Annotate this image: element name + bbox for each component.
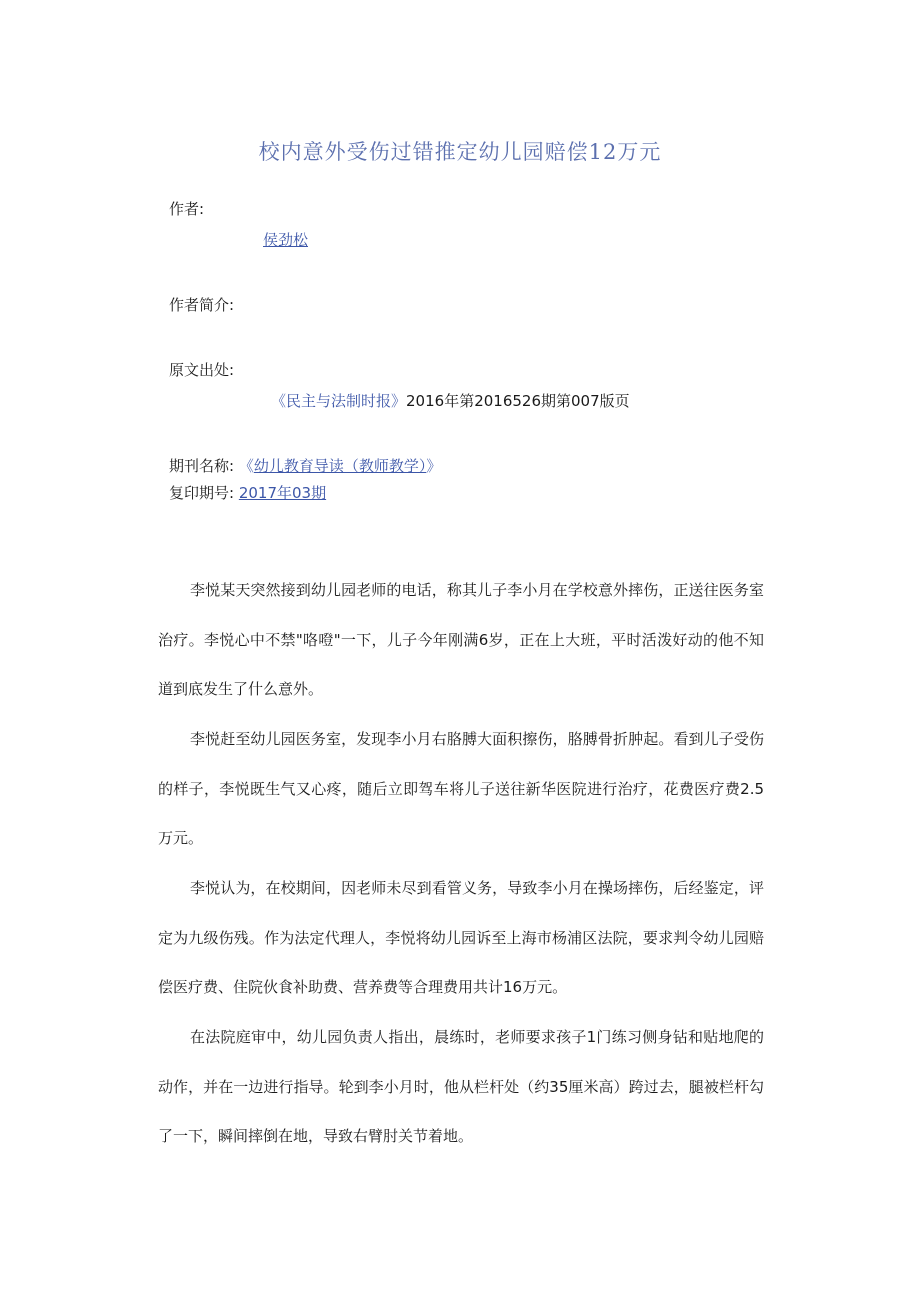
reprint-label: 复印期号: (169, 484, 235, 502)
source-label: 原文出处: (169, 361, 235, 379)
source-detail: 2016年第2016526期第007版页 (406, 392, 630, 410)
journal-open-quote: 《 (238, 457, 254, 475)
journal-name-link[interactable]: 幼儿教育导读（教师教学） (253, 457, 427, 475)
body-paragraph-2: 李悦赶至幼儿园医务室，发现李小月右胳膊大面积擦伤，胳膊骨折肿起。看到儿子受伤的样子，李悦既生气又心疼，随后立即驾车将儿子送往新华医院进行治疗，花费医疗费2.5万元。 (158, 730, 764, 847)
journal-close-quote: 》 (426, 457, 442, 475)
reprint-issue-link[interactable]: 2017年03期 (238, 484, 327, 502)
author-bio-label: 作者简介: (169, 296, 235, 314)
journal-label: 期刊名称: (169, 457, 235, 475)
body-paragraph-4: 在法院庭审中，幼儿园负责人指出，晨练时，老师要求孩子1门练习侧身钻和贴地爬的动作，并在一边进行指导。轮到李小月时，他从栏杆处（约35厘米高）跨过去，腿被栏杆勾了一下，瞬间摔倒在地，导致右臂肘关节着地。 (158, 1028, 764, 1145)
reprint-line (169, 483, 326, 503)
journal-line (169, 456, 441, 476)
article-title: 校内意外受伤过错推定幼儿园赔偿12万元 (258, 140, 662, 164)
author-name-link[interactable]: 侯劲松 (263, 231, 309, 249)
body-paragraph-1: 李悦某天突然接到幼儿园老师的电话，称其儿子李小月在学校意外摔伤，正送往医务室治疗。李悦心中不禁"咯噔"一下，儿子今年刚满6岁，正在上大班，平时活泼好动的他不知道到底发生了什么意外。 (158, 581, 764, 698)
source-publication-link[interactable]: 《民主与法制时报》 (271, 392, 407, 410)
author-label: 作者: (169, 200, 205, 218)
body-paragraph-3: 李悦认为，在校期间，因老师未尽到看管义务，导致李小月在操场摔伤，后经鉴定，评定为九级伤残。作为法定代理人，李悦将幼儿园诉至上海市杨浦区法院，要求判令幼儿园赔偿医疗费、住院伙食补助费、营养费等合理费用共计16万元。 (158, 879, 764, 996)
source-line (271, 391, 630, 411)
